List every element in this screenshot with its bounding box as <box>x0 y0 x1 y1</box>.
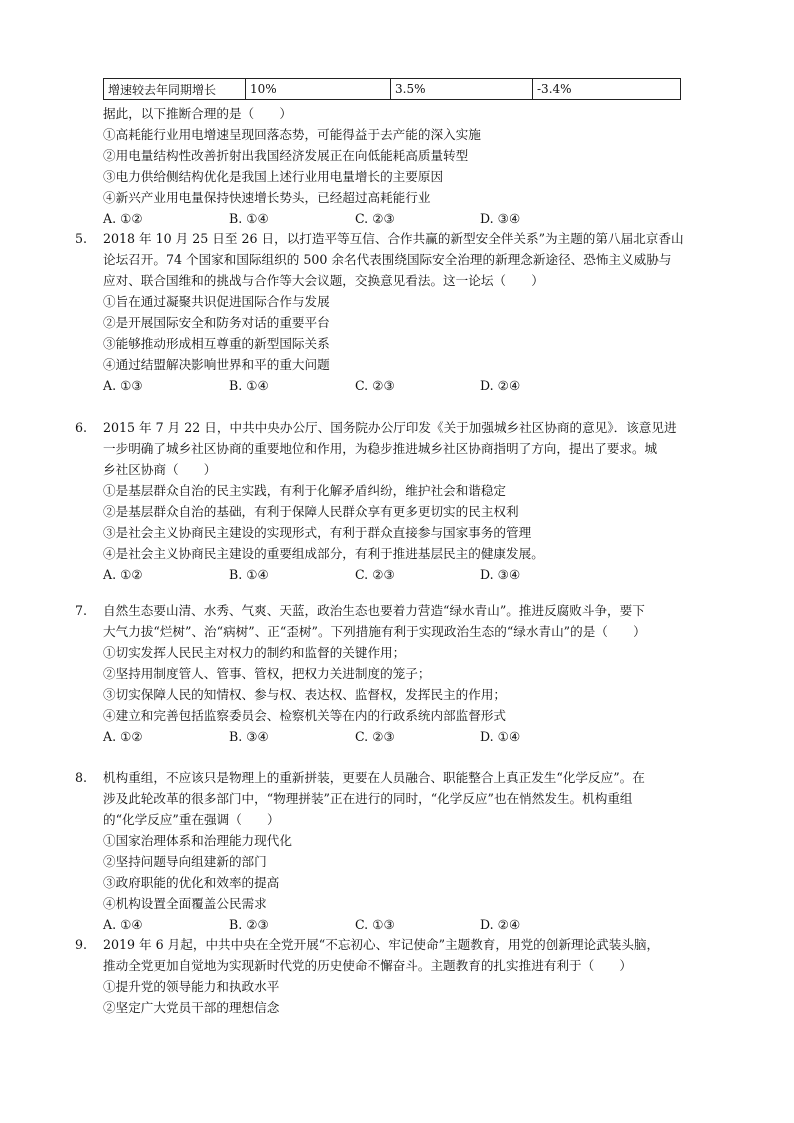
question-stem-line: 论坛召开。74 个国家和国际组织的 500 余名代表围绕国际安全治理的新理念新途径、恐怖主义威胁与 <box>103 252 672 267</box>
question-7 <box>103 600 723 747</box>
question-stem-line: 2018 年 10 月 25 日至 26 日，以打造平等互信、合作共赢的新型安全伴关系”为主题的第八届北京香山 <box>103 231 684 246</box>
question-number: 6. <box>75 420 88 435</box>
question-number: 7. <box>75 603 88 618</box>
question-4 <box>103 103 723 229</box>
option-d: D. ②④ <box>480 378 521 393</box>
statement-1: ①高耗能行业用电增速呈现回落态势，可能得益于去产能的深入实施 <box>103 127 481 142</box>
table-cell: 10% <box>246 79 391 100</box>
option-d: D. ③④ <box>480 211 521 226</box>
statement-3: ③电力供给侧结构优化是我国上述行业用电量增长的主要原因 <box>103 169 444 184</box>
answer-options <box>103 914 723 935</box>
option-c: C. ②③ <box>355 378 395 393</box>
statement-2: ②坚持问题导向组建新的部门 <box>103 854 267 869</box>
option-a: A. ①② <box>103 211 143 226</box>
statement-2: ②坚持用制度管人、管事、管权，把权力关进制度的笼子； <box>103 666 431 681</box>
question-number: 9. <box>75 937 88 952</box>
question-stem: 据此，以下推断合理的是（ ） <box>103 106 292 121</box>
statement-2: ②是基层群众自治的基础，有利于保障人民群众享有更多更切实的民主权利 <box>103 504 519 519</box>
question-stem-line: 一步明确了城乡社区协商的重要地位和作用，为稳步推进城乡社区协商指明了方向，提出了要求。城 <box>103 441 658 456</box>
statement-3: ③政府职能的优化和效率的提高 <box>103 875 280 890</box>
question-6 <box>103 417 723 585</box>
question-stem-line: 大气力拔“烂树”、治“病树”、正“歪树”。下列措施有利于实现政治生态的“绿水青山”的是（ ） <box>103 624 646 639</box>
question-number: 5. <box>75 231 88 246</box>
statement-2: ②坚定广大党员干部的理想信念 <box>103 1000 280 1015</box>
statement-4: ④机构设置全面覆盖公民需求 <box>103 896 267 911</box>
statement-1: ①旨在通过凝聚共识促进国际合作与发展 <box>103 294 330 309</box>
table-row-label: 增速较去年同期增长 <box>104 79 246 100</box>
statement-1: ①切实发挥人民民主对权力的制约和监督的关键作用； <box>103 645 406 660</box>
answer-options <box>103 726 723 747</box>
option-d: D. ①④ <box>480 729 521 744</box>
option-b: B. ①④ <box>229 378 269 393</box>
question-5 <box>103 228 723 396</box>
option-b: B. ③④ <box>229 729 269 744</box>
statement-4: ④通过结盟解决影响世界和平的重大问题 <box>103 357 330 372</box>
option-b: B. ①④ <box>229 567 269 582</box>
option-a: A. ①② <box>103 567 143 582</box>
statement-4: ④是社会主义协商民主建设的重要组成部分，有利于推进基层民主的健康发展。 <box>103 546 544 561</box>
option-c: C. ②③ <box>355 729 395 744</box>
question-8 <box>103 767 723 935</box>
answer-options <box>103 375 723 396</box>
question-9 <box>103 934 723 1018</box>
option-c: C. ②③ <box>355 567 395 582</box>
option-b: B. ②③ <box>229 917 269 932</box>
question-stem-line: 的“化学反应”重在强调（ ） <box>103 812 280 827</box>
option-a: A. ①③ <box>103 378 143 393</box>
statement-4: ④建立和完善包括监察委员会、检察机关等在内的行政系统内部监督形式 <box>103 708 506 723</box>
statement-3: ③能够推动形成相互尊重的新型国际关系 <box>103 336 330 351</box>
question-stem-line: 应对、联合国维和的挑战与合作等大会议题，交换意见看法。这一论坛（ ） <box>103 273 544 288</box>
answer-options <box>103 208 723 229</box>
answer-options <box>103 564 723 585</box>
question-stem-line: 推动全党更加自觉地为实现新时代党的历史使命不懈奋斗。主题教育的扎实推进有利于（ ） <box>103 958 632 973</box>
question-stem-line: 涉及此轮改革的很多部门中，“物理拼装”正在进行的同时，“化学反应”也在悄然发生。机构重组 <box>103 791 633 806</box>
statement-2: ②是开展国际安全和防务对话的重要平台 <box>103 315 330 330</box>
statement-1: ①国家治理体系和治理能力现代化 <box>103 833 292 848</box>
question-stem-line: 机构重组，不应该只是物理上的重新拼装，更要在人员融合、职能整合上真正发生“化学反应”。在 <box>103 770 645 785</box>
option-b: B. ①④ <box>229 211 269 226</box>
table-cell: 3.5% <box>391 79 533 100</box>
option-a: A. ①④ <box>103 917 143 932</box>
statement-2: ②用电量结构性改善折射出我国经济发展正在向低能耗高质量转型 <box>103 148 469 163</box>
option-d: D. ②④ <box>480 917 521 932</box>
question-stem-line: 2019 年 6 月起，中共中央在全党开展“不忘初心、牢记使命”主题教育，用党的创新理论武装头脑， <box>103 937 660 952</box>
option-c: C. ②③ <box>355 211 395 226</box>
statement-1: ①提升党的领导能力和执政水平 <box>103 979 280 994</box>
question-stem-line: 2015 年 7 月 22 日，中共中央办公厅、国务院办公厅印发《关于加强城乡社区协商的意见》．该意见进 <box>103 420 677 435</box>
question-stem-line: 乡社区协商（ ） <box>103 462 217 477</box>
statement-3: ③是社会主义协商民主建设的实现形式，有利于群众直接参与国家事务的管理 <box>103 525 532 540</box>
option-a: A. ①② <box>103 729 143 744</box>
data-table <box>103 78 681 100</box>
statement-3: ③切实保障人民的知情权、参与权、表达权、监督权，发挥民主的作用； <box>103 687 506 702</box>
option-d: D. ③④ <box>480 567 521 582</box>
option-c: C. ①③ <box>355 917 395 932</box>
question-stem-line: 自然生态要山清、水秀、气爽、天蓝，政治生态也要着力营造“绿水青山”。推进反腐败斗争，要下 <box>103 603 645 618</box>
question-number: 8. <box>75 770 88 785</box>
statement-1: ①是基层群众自治的民主实践，有利于化解矛盾纠纷，维护社会和谐稳定 <box>103 483 506 498</box>
table-row <box>104 79 681 100</box>
statement-4: ④新兴产业用电量保持快速增长势头，已经超过高耗能行业 <box>103 190 431 205</box>
table-cell: -3.4% <box>533 79 681 100</box>
